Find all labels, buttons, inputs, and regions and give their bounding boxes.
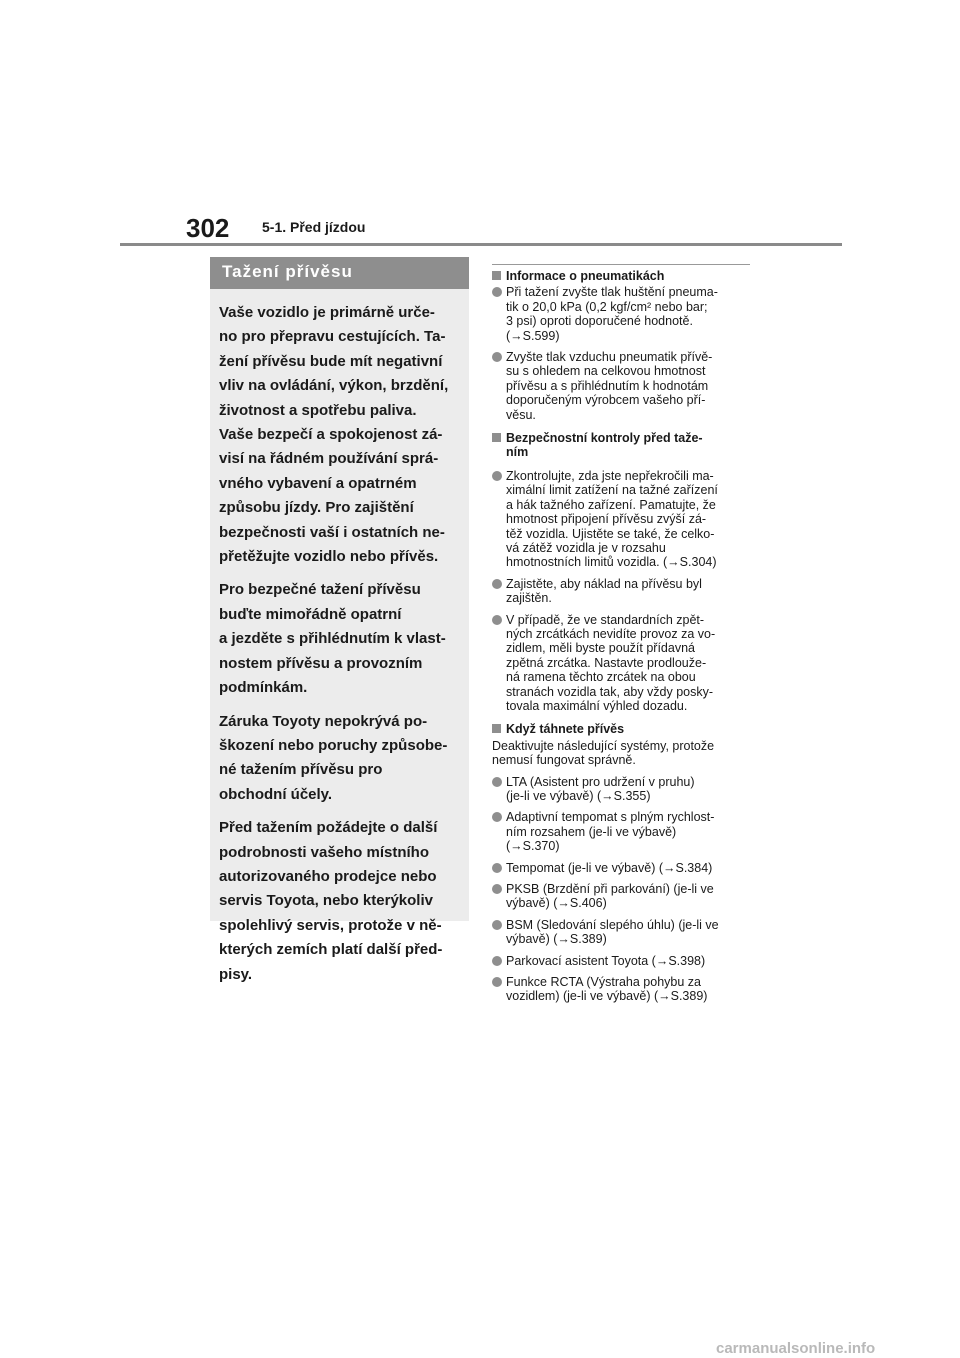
list-item-text: BSM (Sledování slepého úhlu) (je-li ve výbavě) (→S.389) [506, 917, 719, 947]
list-item [492, 975, 750, 1004]
heading-text: Když táhnete přívěs [506, 722, 625, 737]
heading-text: Bezpečnostní kontroly před taže- ním [506, 431, 703, 460]
dot-bullet-icon [492, 471, 502, 481]
list-item [492, 918, 750, 947]
box-paragraph: Vaše vozidlo je primárně urče- no pro přepravu cestujících. Ta- žení přívěsu bude mít negativní vliv na ovládání, výkon, brzdění, životnost a spotřebu paliva. Vaše bezpečí a spokojenost zá- visí na řádném používání sprá- vného vybavení a opatrném způsobu jízdy. Pro zajištění bezpečnosti vaší i ostatních ne- přetěžujte vozidlo nebo přívěs. [219, 304, 449, 566]
list-item-text: Zajistěte, aby náklad na přívěsu byl zajištěn. [506, 576, 702, 606]
right-rule [492, 264, 750, 265]
dot-bullet-icon [492, 812, 502, 822]
list-item [492, 613, 750, 714]
list-item [492, 861, 750, 875]
list-item [492, 775, 750, 804]
list-item-text: Zkontrolujte, zda jste nepřekročili ma- ximální limit zatížení na tažné zařízení a hák tažného zařízení. Pamatujte, že hmotnost připojení přívěsu zvýší zá- těž vozidla. Ujistěte se také, že celko- vá zátěž vozidla je v rozsahu hmotnostních limitů vozidla. (→S.304) [506, 468, 718, 570]
page-number: 302 [186, 213, 230, 243]
heading-text: Informace o pneumatikách [506, 269, 665, 283]
section-heading-towing [492, 722, 750, 736]
list-item [492, 469, 750, 570]
dot-bullet-icon [492, 352, 502, 362]
list-item [492, 577, 750, 606]
box-paragraph: Záruka Toyoty nepokrývá po- škození nebo poruchy způsobe- né tažením přívěsu pro obchodní účely. [219, 712, 448, 803]
list-item-text: Adaptivní tempomat s plným rychlost- ním rozsahem (je-li ve výbavě) (→S.370) [506, 810, 715, 854]
section-heading-safety [492, 431, 750, 460]
right-column [492, 264, 750, 1011]
dot-bullet-icon [492, 579, 502, 589]
box-title: Tažení přívěsu [210, 257, 469, 289]
list-item [492, 954, 750, 968]
box-paragraph: Pro bezpečné tažení přívěsu buďte mimořádně opatrní a jezděte s přihlédnutím k vlast- nostem přívěsu a provozním podmínkám. [219, 581, 446, 697]
list-item-text: Funkce RCTA (Výstraha pohybu za vozidlem) (je-li ve výbavě) (→S.389) [506, 975, 708, 1004]
watermark: carmanualsonline.info [716, 1340, 876, 1357]
list-item-text: Zvyšte tlak vzduchu pneumatik přívě- su s ohledem na celkovou hmotnost přívěsu a s přihlédnutím k hodnotám doporučeným výrobcem vašeho pří- věsu. [506, 350, 713, 422]
list-item-text: PKSB (Brzdění při parkování) (je-li ve výbavě) (→S.406) [506, 882, 714, 911]
list-item-text: Při tažení zvyšte tlak huštění pneuma- tik o 20,0 kPa (0,2 kgf/cm² nebo bar; 3 psi) oproti doporučené hodnotě. (→S.599) [506, 285, 718, 343]
box-body [210, 289, 469, 983]
square-bullet-icon [492, 433, 501, 442]
section-heading-tires [492, 269, 750, 283]
list-item-text: Parkovací asistent Toyota (→S.398) [506, 953, 706, 968]
list-item [492, 882, 750, 911]
square-bullet-icon [492, 271, 501, 280]
section-label: 5-1. Před jízdou [262, 219, 366, 235]
section-intro: Deaktivujte následující systémy, protože nemusí fungovat správně. [492, 738, 715, 768]
dot-bullet-icon [492, 287, 502, 297]
list-item-text: Tempomat (je-li ve výbavě) (→S.384) [506, 860, 713, 875]
box-paragraph: Před tažením požádejte o další podrobnosti vašeho místního autorizovaného prodejce nebo servis Toyota, nebo kterýkoliv spolehlivý servis, protože v ně- kterých zemích platí další před- pisy. [219, 819, 443, 983]
dot-bullet-icon [492, 977, 502, 987]
list-item [492, 350, 750, 422]
list-item-text: LTA (Asistent pro udržení v pruhu) (je-li ve výbavě) (→S.355) [506, 774, 695, 803]
list-item [492, 810, 750, 853]
dot-bullet-icon [492, 777, 502, 787]
list-item [492, 285, 750, 343]
dot-bullet-icon [492, 884, 502, 894]
list-item-text: V případě, že ve standardních zpět- ných zrcátkách nevidíte provoz za vo- zidlem, měli byste použít přídavná zpětná zrcátka. Nastavte prodlouže- ná ramena těchto zrcátek na obou stranách vozidla tak, aby vždy posky- tovala maximální výhled dozadu. [506, 612, 716, 713]
square-bullet-icon [492, 724, 501, 733]
dot-bullet-icon [492, 863, 502, 873]
dot-bullet-icon [492, 956, 502, 966]
dot-bullet-icon [492, 920, 502, 930]
header-rule [120, 243, 842, 246]
dot-bullet-icon [492, 615, 502, 625]
